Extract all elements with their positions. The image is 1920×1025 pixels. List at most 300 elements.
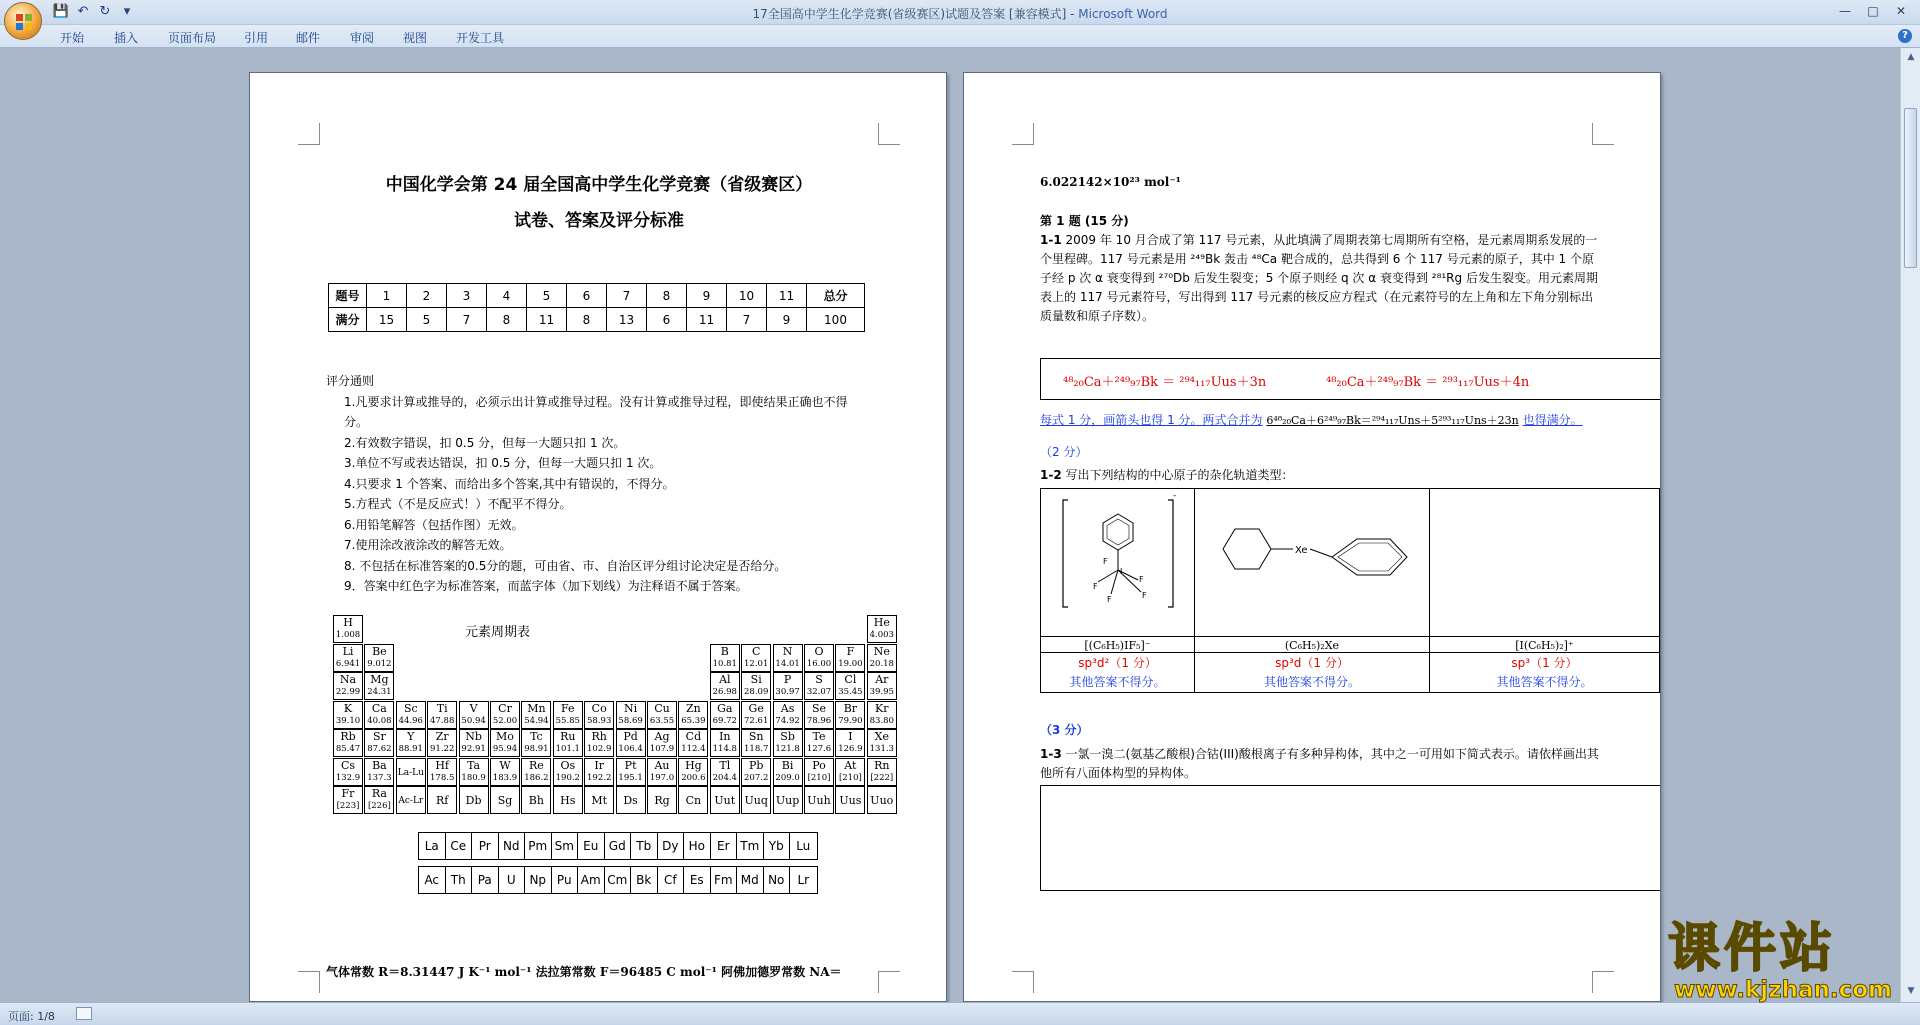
table-row: [1041, 637, 1660, 653]
element-mass: 32.07: [806, 687, 832, 697]
element-mass: 204.4: [712, 772, 737, 783]
customize-qat-icon[interactable]: ▾: [123, 4, 131, 19]
element-cell: [804, 758, 834, 786]
element-symbol: Ar: [875, 673, 889, 686]
element-cell: [616, 786, 646, 814]
element-cell: [867, 672, 897, 700]
page-1: [249, 72, 947, 1002]
element-symbol: Ra: [371, 787, 387, 800]
element-symbol: Ag: [654, 730, 670, 743]
crop-mark: [878, 971, 900, 993]
tab-mailings[interactable]: 邮件: [296, 31, 321, 45]
element-symbol: Lr: [797, 873, 810, 887]
element-symbol: Gd: [605, 833, 632, 859]
office-logo-icon: [14, 12, 34, 32]
actinide-row: [418, 866, 818, 894]
element-cell: [521, 758, 551, 786]
element-symbol: Bh: [528, 794, 544, 807]
rule-item: 8. 不包括在标准答案的0.5分的题，可由省、市、自治区评分组讨论决定是否给分。: [344, 558, 787, 573]
table-cell: 6: [567, 284, 607, 308]
element-cell: [490, 729, 520, 757]
element-symbol: Ir: [594, 758, 604, 772]
element-cell: [678, 729, 708, 757]
element-cell: [364, 672, 394, 700]
element-symbol: Lu: [796, 839, 811, 853]
answer-cell: [1195, 653, 1430, 693]
element-symbol: Tm: [737, 833, 764, 859]
close-icon[interactable]: ✕: [1895, 4, 1907, 18]
table-row: [1041, 653, 1660, 693]
element-symbol: Uuh: [807, 794, 831, 807]
element-symbol: Uuo: [870, 794, 894, 807]
element-cell: [773, 729, 803, 757]
avogadro-value: 6.022142×10²³ mol⁻¹: [1040, 175, 1181, 189]
table-cell: 5: [527, 284, 567, 308]
table-cell: 1: [367, 284, 407, 308]
table-cell: 9: [767, 308, 807, 332]
element-mass: 39.10: [335, 715, 361, 726]
element-cell: [396, 729, 426, 757]
element-symbol: Eu: [578, 833, 605, 859]
save-icon[interactable]: 💾: [52, 4, 70, 19]
element-cell: [773, 672, 803, 700]
answer-text: sp³d²（1 分）: [1078, 656, 1157, 670]
element-symbol: Fe: [561, 701, 575, 715]
tab-view[interactable]: 视图: [403, 31, 428, 45]
element-mass: 178.5: [430, 772, 455, 783]
tab-review[interactable]: 审阅: [350, 31, 375, 45]
element-mass: 72.61: [744, 715, 769, 726]
element-cell: [710, 758, 740, 786]
document-workspace: [0, 48, 1900, 1002]
element-cell: [647, 701, 677, 729]
score-note: （2 分）: [1040, 445, 1088, 459]
element-symbol: W: [499, 758, 511, 772]
element-mass: 20.18: [869, 658, 894, 669]
element-mass: 47.88: [430, 715, 455, 726]
element-cell: [459, 701, 489, 729]
element-symbol: No: [764, 867, 791, 893]
scoring-rules: [326, 371, 871, 597]
element-cell: [710, 786, 740, 814]
element-cell: [364, 701, 394, 729]
element-cell: [835, 786, 865, 814]
element-mass: 58.69: [618, 715, 643, 726]
element-symbol: Mg: [370, 673, 389, 686]
element-symbol: Pm: [525, 833, 552, 859]
answer-note: 其他答案不得分。: [1496, 675, 1593, 689]
element-cell: [773, 758, 803, 786]
element-mass: [223]: [336, 801, 360, 811]
redo-icon[interactable]: ↻: [99, 4, 111, 19]
element-mass: 35.45: [838, 687, 863, 697]
element-mass: 87.62: [367, 744, 392, 754]
answer-text: sp³（1 分）: [1511, 656, 1578, 670]
element-mass: 180.9: [461, 772, 486, 783]
element-mass: 197.0: [649, 772, 675, 783]
help-icon[interactable]: ?: [1898, 29, 1912, 43]
element-symbol: Kr: [875, 701, 889, 715]
element-cell: [333, 644, 363, 672]
element-cell: [678, 758, 708, 786]
element-cell: [364, 758, 394, 786]
question-1-2: [1040, 466, 1600, 485]
minimize-icon[interactable]: —: [1839, 4, 1851, 18]
formula-cell: (C₆H₅)₂Xe: [1195, 637, 1430, 653]
element-cell: [427, 758, 457, 786]
element-mass: 207.2: [744, 772, 769, 783]
f-label: F: [1103, 557, 1108, 566]
element-symbol: Rg: [654, 794, 670, 807]
element-mass: 44.96: [398, 715, 423, 726]
element-symbol: Sr: [372, 730, 386, 743]
element-symbol: Cn: [685, 794, 702, 807]
element-symbol: B: [720, 644, 729, 658]
watermark: [1668, 920, 1918, 1005]
element-cell: [710, 729, 740, 757]
tab-references[interactable]: 引用: [244, 31, 269, 45]
element-cell: [678, 701, 708, 729]
element-cell: [616, 729, 646, 757]
element-symbol: O: [814, 644, 824, 658]
element-cell: [773, 786, 803, 814]
table-cell: 8: [567, 308, 607, 332]
element-symbol: La-Lu: [397, 767, 424, 778]
element-symbol: Fr: [341, 787, 355, 800]
element-cell: [396, 758, 426, 786]
element-mass: [210]: [838, 772, 862, 783]
crop-mark: [878, 123, 900, 145]
score-table: [328, 283, 865, 332]
element-symbol: Ds: [623, 794, 638, 807]
table-cell: 11: [687, 308, 727, 332]
element-cell: [490, 786, 520, 814]
element-mass: 190.2: [555, 772, 580, 783]
element-cell: [835, 644, 865, 672]
element-symbol: Cm: [605, 867, 632, 893]
title-bar: [0, 0, 1920, 25]
element-cell: [835, 758, 865, 786]
element-mass: 132.9: [335, 772, 361, 783]
element-symbol: Tb: [631, 833, 658, 859]
question-label: 1-3: [1040, 747, 1062, 761]
element-mass: 9.012: [367, 658, 392, 669]
element-mass: 101.1: [555, 744, 580, 754]
element-symbol: Nb: [465, 730, 482, 743]
element-cell: [773, 644, 803, 672]
answer-note: 其他答案不得分。: [1069, 675, 1166, 689]
element-cell: [647, 729, 677, 757]
element-symbol: Be: [372, 644, 387, 658]
element-cell: [333, 615, 363, 643]
element-symbol: Es: [684, 867, 711, 893]
element-symbol: Ni: [624, 701, 638, 715]
element-symbol: Db: [465, 794, 482, 807]
element-cell: [616, 758, 646, 786]
element-symbol: Ba: [372, 758, 387, 772]
element-mass: 26.98: [712, 687, 737, 697]
table-cell: 100: [807, 308, 865, 332]
table-cell: 5: [407, 308, 447, 332]
question-label: 1-2: [1040, 468, 1062, 482]
question-text: 2009 年 10 月合成了第 117 号元素，从此填满了周期表第七周期所有空格，是元素周期系发展的一个里程碑。117 号元素是用 ²⁴⁹Bk 轰击 ⁴⁸Ca 靶合成的，总共得到 6 个 117 号元素的原子，其中 1 个原子经 p 次 α 衰变得到 ²⁷⁰Db 后发生裂变；5 个原子则经 q 次 α 衰变得到 ²⁸¹Rg 后发生裂变。用元素周期表上的 117 号元素符号，写出得到 117 号元素的核反应方程式（在元素符号的左上角和左下角分别标出质量数和原子序数）。: [1040, 233, 1598, 323]
element-cell: [710, 701, 740, 729]
element-mass: [210]: [807, 772, 831, 783]
watermark-title: 课件站: [1668, 919, 1837, 979]
element-symbol: Bi: [781, 758, 794, 772]
element-symbol: Hs: [560, 794, 576, 807]
element-symbol: Pd: [623, 730, 638, 743]
tab-insert[interactable]: 插入: [114, 31, 139, 45]
element-symbol: Cf: [658, 867, 685, 893]
f-label: F: [1139, 575, 1144, 584]
element-symbol: Xe: [874, 730, 889, 743]
element-symbol: Sn: [748, 730, 764, 743]
ribbon-tabs: [0, 25, 1920, 48]
table-cell: 总分: [807, 284, 865, 308]
status-bar: [0, 1002, 1920, 1025]
element-symbol: Cd: [685, 730, 702, 743]
element-symbol: Md: [737, 867, 764, 893]
crop-mark: [1012, 971, 1034, 993]
element-mass: 112.4: [681, 744, 706, 754]
element-mass: 91.22: [430, 744, 455, 754]
crop-mark: [1012, 123, 1034, 145]
element-symbol: Pt: [624, 758, 637, 772]
scroll-up-icon[interactable]: ▲: [1907, 52, 1915, 62]
answer-box-1-1: [1040, 358, 1661, 400]
element-symbol: Dy: [658, 833, 685, 859]
element-cell: [647, 758, 677, 786]
element-cell: [678, 786, 708, 814]
element-mass: 55.85: [555, 715, 580, 726]
window-title: [0, 5, 1920, 22]
element-mass: 192.2: [587, 772, 612, 783]
page-title: 中国化学会第 24 届全国高中学生化学竞赛（省级赛区）: [385, 175, 813, 195]
table-cell: 满分: [329, 308, 367, 332]
vertical-scrollbar[interactable]: [1900, 48, 1920, 1002]
note-1-1: [1040, 411, 1640, 430]
element-symbol: Ca: [371, 701, 387, 715]
element-mass: 12.01: [744, 658, 769, 669]
element-symbol: H: [343, 616, 353, 629]
element-symbol: Mn: [527, 701, 546, 715]
undo-icon[interactable]: ↶: [77, 4, 89, 19]
element-mass: 78.96: [806, 715, 832, 726]
element-symbol: Fm: [711, 867, 738, 893]
element-symbol: Cs: [340, 758, 356, 772]
element-cell: [835, 729, 865, 757]
element-mass: 98.91: [524, 744, 549, 754]
element-symbol: Zn: [686, 701, 701, 715]
element-symbol: Rh: [591, 730, 607, 743]
xenon-structure-icon: [1195, 509, 1430, 589]
element-symbol: At: [844, 758, 857, 772]
element-cell: [490, 758, 520, 786]
element-mass: 52.00: [492, 715, 518, 726]
element-cell: [490, 701, 520, 729]
lanthanide-row: [418, 832, 818, 860]
element-cell: [804, 786, 834, 814]
element-cell: [333, 786, 363, 814]
structure-cell: [1041, 489, 1195, 637]
rule-item: 4.只要求 1 个答案、而给出多个答案,其中有错误的，不得分。: [344, 476, 675, 491]
question-label: 1-1: [1040, 233, 1062, 247]
element-cell: [741, 758, 771, 786]
element-symbol: Pr: [472, 833, 499, 859]
element-mass: 195.1: [618, 772, 643, 783]
element-cell: [396, 701, 426, 729]
iodine-structure-icon: [1043, 492, 1193, 617]
crop-mark: [1592, 123, 1614, 145]
answer-box-1-3: [1040, 785, 1661, 891]
table-cell: 题号: [329, 284, 367, 308]
element-mass: 63.55: [649, 715, 675, 726]
equation-1: ⁴⁸₂₀Ca＋²⁴⁹₉₇Bk ＝ ²⁹⁴₁₁₇Uus＋3n: [1063, 375, 1267, 390]
element-cell: [584, 729, 614, 757]
element-cell: [741, 672, 771, 700]
element-mass: 1.008: [335, 630, 361, 640]
element-symbol: In: [719, 730, 731, 743]
element-mass: 83.80: [869, 715, 894, 726]
tab-developer[interactable]: 开发工具: [456, 31, 505, 45]
restore-icon[interactable]: □: [1867, 4, 1879, 18]
tab-page-layout[interactable]: 页面布局: [168, 31, 217, 45]
element-mass: 28.09: [744, 687, 769, 697]
proofing-icon[interactable]: [76, 1007, 92, 1020]
page-indicator[interactable]: 页面: 1/8: [8, 1010, 55, 1023]
table-cell: 2: [407, 284, 447, 308]
element-symbol: Cl: [844, 673, 857, 686]
element-mass: 118.7: [744, 744, 769, 754]
element-symbol: Hg: [685, 758, 702, 772]
table-cell: 11: [767, 284, 807, 308]
table-cell: 10: [727, 284, 767, 308]
element-cell: [459, 758, 489, 786]
element-symbol: Ga: [717, 701, 733, 715]
table-cell: 4: [487, 284, 527, 308]
element-cell: [741, 701, 771, 729]
rule-item: 5.方程式（不是反应式！）不配平不得分。: [344, 497, 572, 511]
element-cell: [553, 701, 583, 729]
element-symbol: As: [780, 701, 795, 715]
element-mass: 22.99: [335, 687, 361, 697]
element-cell: [584, 758, 614, 786]
table-cell: 11: [527, 308, 567, 332]
element-symbol: Sg: [497, 794, 513, 807]
office-button[interactable]: [4, 2, 42, 40]
element-mass: 121.8: [775, 744, 800, 754]
element-symbol: Na: [339, 673, 357, 686]
element-mass: 186.2: [524, 772, 549, 783]
answer-note: 其他答案不得分。: [1263, 675, 1360, 689]
element-symbol: Bk: [631, 867, 658, 893]
element-symbol: Pb: [748, 758, 764, 772]
xe-label: Xe: [1295, 545, 1308, 556]
element-symbol: Tc: [530, 730, 543, 743]
element-mass: 10.81: [712, 658, 737, 669]
element-mass: 85.47: [335, 744, 361, 754]
watermark-url: www.kjzhan.com: [1674, 977, 1892, 1003]
element-symbol: N: [782, 644, 793, 658]
element-cell: [584, 786, 614, 814]
element-symbol: Ta: [467, 758, 481, 772]
element-symbol: Mt: [591, 794, 608, 807]
element-symbol: Y: [407, 730, 415, 743]
element-mass: 114.8: [712, 744, 737, 754]
table-row: [1041, 489, 1660, 637]
element-cell: [333, 758, 363, 786]
page-subtitle: 试卷、答案及评分标准: [514, 211, 684, 231]
element-cell: [804, 729, 834, 757]
question-1-title: 第 1 题 (15 分): [1040, 214, 1129, 228]
physical-constants: 气体常数 R＝8.31447 J K⁻¹ mol⁻¹ 法拉第常数 F＝96485 C mol⁻¹ 阿佛加德罗常数 NA＝: [326, 965, 842, 979]
element-cell: [867, 786, 897, 814]
scroll-thumb[interactable]: [1904, 108, 1917, 268]
rules-title: 评分通则: [326, 374, 375, 388]
element-cell: [521, 701, 551, 729]
element-cell: [553, 786, 583, 814]
element-symbol: Te: [812, 730, 826, 743]
rule-item: 6.用铅笔解答（包括作图）无效。: [344, 517, 524, 532]
question-1-3: [1040, 745, 1600, 783]
element-symbol: Sc: [403, 701, 418, 715]
formula-cell: [I(C₆H₅)₂]⁺: [1429, 637, 1659, 653]
element-symbol: Uuq: [744, 794, 768, 807]
element-cell: [835, 701, 865, 729]
element-mass: 24.31: [367, 687, 392, 697]
element-cell: [427, 786, 457, 814]
element-symbol: Sm: [552, 833, 579, 859]
element-mass: 6.941: [335, 658, 361, 669]
element-mass: [226]: [367, 801, 391, 811]
table-cell: 8: [487, 308, 527, 332]
crop-mark: [298, 123, 320, 145]
element-cell: [647, 786, 677, 814]
element-mass: 58.93: [587, 715, 612, 726]
element-mass: 92.91: [461, 744, 486, 754]
table-cell: 13: [607, 308, 647, 332]
element-cell: [835, 672, 865, 700]
element-symbol: Br: [843, 701, 858, 715]
element-cell: [773, 701, 803, 729]
table-row: [329, 284, 865, 308]
question-text: 写出下列结构的中心原子的杂化轨道类型：: [1065, 468, 1294, 482]
rule-item: 9．答案中红色字为标准答案，而蓝字体（加下划线）为注释语不属于答案。: [344, 579, 748, 593]
tab-home[interactable]: 开始: [60, 31, 85, 45]
element-cell: [710, 672, 740, 700]
element-symbol: Rn: [874, 758, 890, 772]
answer-cell: [1041, 653, 1195, 693]
element-symbol: Ge: [748, 701, 764, 715]
element-mass: 126.9: [838, 744, 863, 754]
structure-cell: [1429, 489, 1659, 637]
element-cell: [333, 701, 363, 729]
element-symbol: C: [751, 644, 761, 658]
element-mass: 200.6: [681, 772, 706, 783]
element-symbol: S: [815, 673, 823, 686]
rule-item: 3.单位不写或表达错误，扣 0.5 分，但每一大题只扣 1 次。: [344, 456, 662, 470]
element-mass: 137.3: [367, 772, 392, 783]
element-symbol: Uup: [775, 794, 800, 807]
table-cell: 7: [607, 284, 647, 308]
rule-item: 1.凡要求计算或推导的，必须示出计算或推导过程。没有计算或推导过程，即使结果正确也不得分。: [344, 394, 848, 429]
element-symbol: V: [469, 701, 478, 715]
page-2: [963, 72, 1661, 1002]
element-symbol: Ac: [419, 867, 446, 893]
svg-text:-: -: [1173, 492, 1177, 501]
scroll-down-icon[interactable]: ▼: [1907, 986, 1915, 996]
